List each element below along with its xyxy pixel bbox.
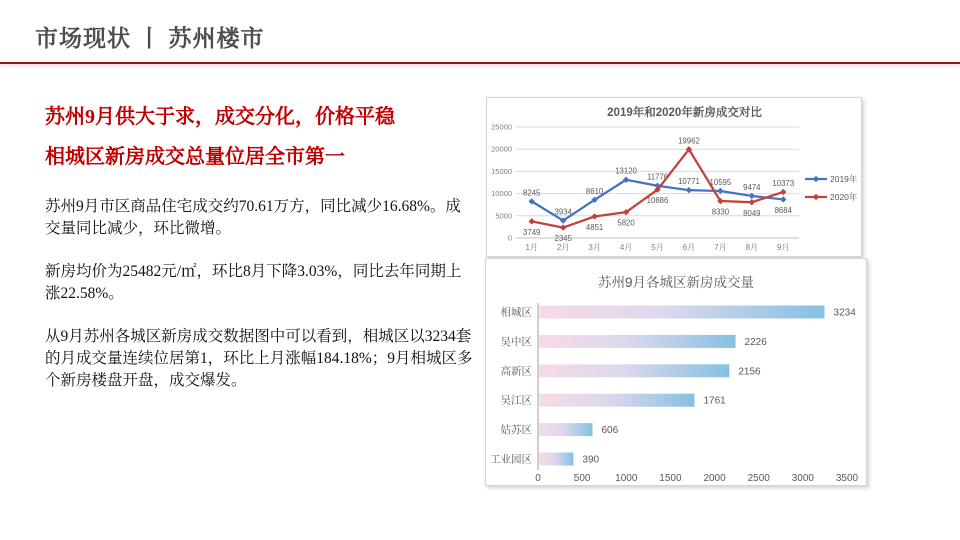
x-axis-tick-label: 7月 — [714, 243, 727, 252]
x-axis-tick-label: 6月 — [682, 243, 696, 252]
bar-chart-districts — [486, 259, 866, 485]
data-label: 10373 — [772, 178, 795, 188]
bar-value-label: 2156 — [738, 366, 761, 378]
legend-marker — [813, 194, 819, 200]
line-chart-card — [486, 97, 862, 257]
y-axis-tick-label: 15000 — [491, 166, 512, 176]
x-axis-tick-label: 2500 — [747, 473, 770, 484]
x-axis-tick-label: 1月 — [525, 243, 538, 252]
x-axis-tick-label: 500 — [573, 473, 591, 484]
bar-category-label: 吴江区 — [500, 394, 532, 407]
line-chart-title: 2019年和2020年新房成交对比 — [607, 107, 762, 119]
data-point-marker — [591, 213, 597, 219]
headline — [45, 97, 490, 177]
paragraph-districts: 从9月苏州各城区新房成交数据图中可以看到，相城区以3234套的月成交量连续位居第1，环比上月涨幅184.18%；9月相城区多个新房楼盘开盘，成交爆发。 — [45, 328, 473, 389]
y-axis-tick-label: 10000 — [491, 189, 512, 199]
x-axis-tick-label: 2月 — [556, 243, 570, 252]
data-point-marker — [749, 199, 755, 205]
data-label: 8610 — [585, 186, 604, 196]
data-label: 3749 — [523, 227, 541, 237]
line-chart-2019-2020 — [487, 98, 861, 256]
bar-chart-card — [485, 258, 867, 486]
data-point-marker — [560, 224, 566, 230]
x-axis-tick-label: 1000 — [615, 473, 638, 484]
legend-marker — [813, 176, 819, 182]
data-label: 13120 — [615, 166, 637, 176]
x-axis-tick-label: 1500 — [659, 473, 682, 484]
y-axis-tick-label: 5000 — [495, 211, 512, 221]
data-label: 10886 — [646, 196, 669, 206]
data-point-marker — [686, 187, 692, 193]
bar-姑苏区 — [539, 423, 593, 436]
bar-相城区 — [539, 306, 825, 319]
header-divider — [0, 62, 960, 64]
data-point-marker — [529, 218, 535, 224]
data-label: 10771 — [678, 177, 700, 187]
x-axis-tick-label: 3500 — [835, 473, 859, 484]
x-axis-tick-label: 8月 — [745, 243, 759, 252]
bar-吴中区 — [539, 335, 736, 348]
data-point-marker — [780, 189, 786, 195]
bar-category-label: 相城区 — [500, 306, 532, 319]
y-axis-tick-label: 25000 — [491, 122, 512, 132]
bar-category-label: 高新区 — [500, 365, 532, 378]
bar-value-label: 2226 — [744, 336, 767, 348]
paragraph-price: 新房均价为25482元/㎡，环比8月下降3.03%，同比去年同期上涨22.58%。 — [45, 263, 462, 302]
data-point-marker — [780, 196, 786, 202]
legend-label: 2019年 — [830, 174, 858, 184]
bar-category-label: 工业园区 — [490, 453, 532, 466]
headline-line-2: 相城区新房成交总量位居全市第一 — [45, 146, 345, 168]
x-axis-tick-label: 5月 — [651, 243, 664, 252]
x-axis-tick-label: 3000 — [791, 473, 814, 484]
data-label: 8049 — [743, 208, 761, 218]
bar-category-label: 姑苏区 — [500, 424, 532, 437]
data-label: 8245 — [523, 188, 541, 198]
data-label: 3934 — [554, 207, 572, 217]
x-axis-tick-label: 3月 — [588, 243, 601, 252]
data-label: 4851 — [585, 222, 604, 232]
bar-category-label: 吴中区 — [500, 335, 532, 348]
bar-value-label: 3234 — [833, 307, 856, 319]
data-label: 8330 — [711, 207, 730, 217]
paragraph-market-volume: 苏州9月市区商品住宅成交约70.61万方，同比减少16.68%。成交量同比减少，环比微增。 — [45, 198, 461, 237]
bar-chart-title: 苏州9月各城区新房成交量 — [597, 275, 755, 290]
bar-高新区 — [539, 364, 729, 377]
x-axis-tick-label: 9月 — [777, 243, 790, 252]
data-label: 2345 — [554, 234, 572, 244]
page-title: 市场现状 丨 苏州楼市 — [35, 26, 265, 51]
bar-value-label: 390 — [582, 454, 600, 466]
bar-工业园区 — [539, 453, 573, 466]
data-label: 11776 — [646, 172, 669, 182]
data-label: 5820 — [617, 218, 635, 228]
data-label: 19962 — [678, 136, 700, 146]
legend-label: 2020年 — [830, 192, 858, 202]
x-axis-tick-label: 4月 — [619, 243, 633, 252]
y-axis-tick-label: 20000 — [491, 144, 512, 154]
y-axis-tick-label: 0 — [507, 233, 512, 243]
data-label: 8684 — [774, 205, 792, 215]
body-text — [45, 196, 473, 413]
x-axis-tick-label: 2000 — [703, 473, 726, 484]
data-label: 10595 — [709, 177, 732, 187]
bar-value-label: 606 — [601, 425, 619, 437]
bar-value-label: 1761 — [703, 395, 726, 407]
headline-line-1: 苏州9月供大于求，成交分化，价格平稳 — [45, 106, 395, 128]
bar-吴江区 — [539, 394, 694, 407]
data-label: 9474 — [743, 182, 761, 192]
x-axis-tick-label: 0 — [535, 473, 541, 484]
